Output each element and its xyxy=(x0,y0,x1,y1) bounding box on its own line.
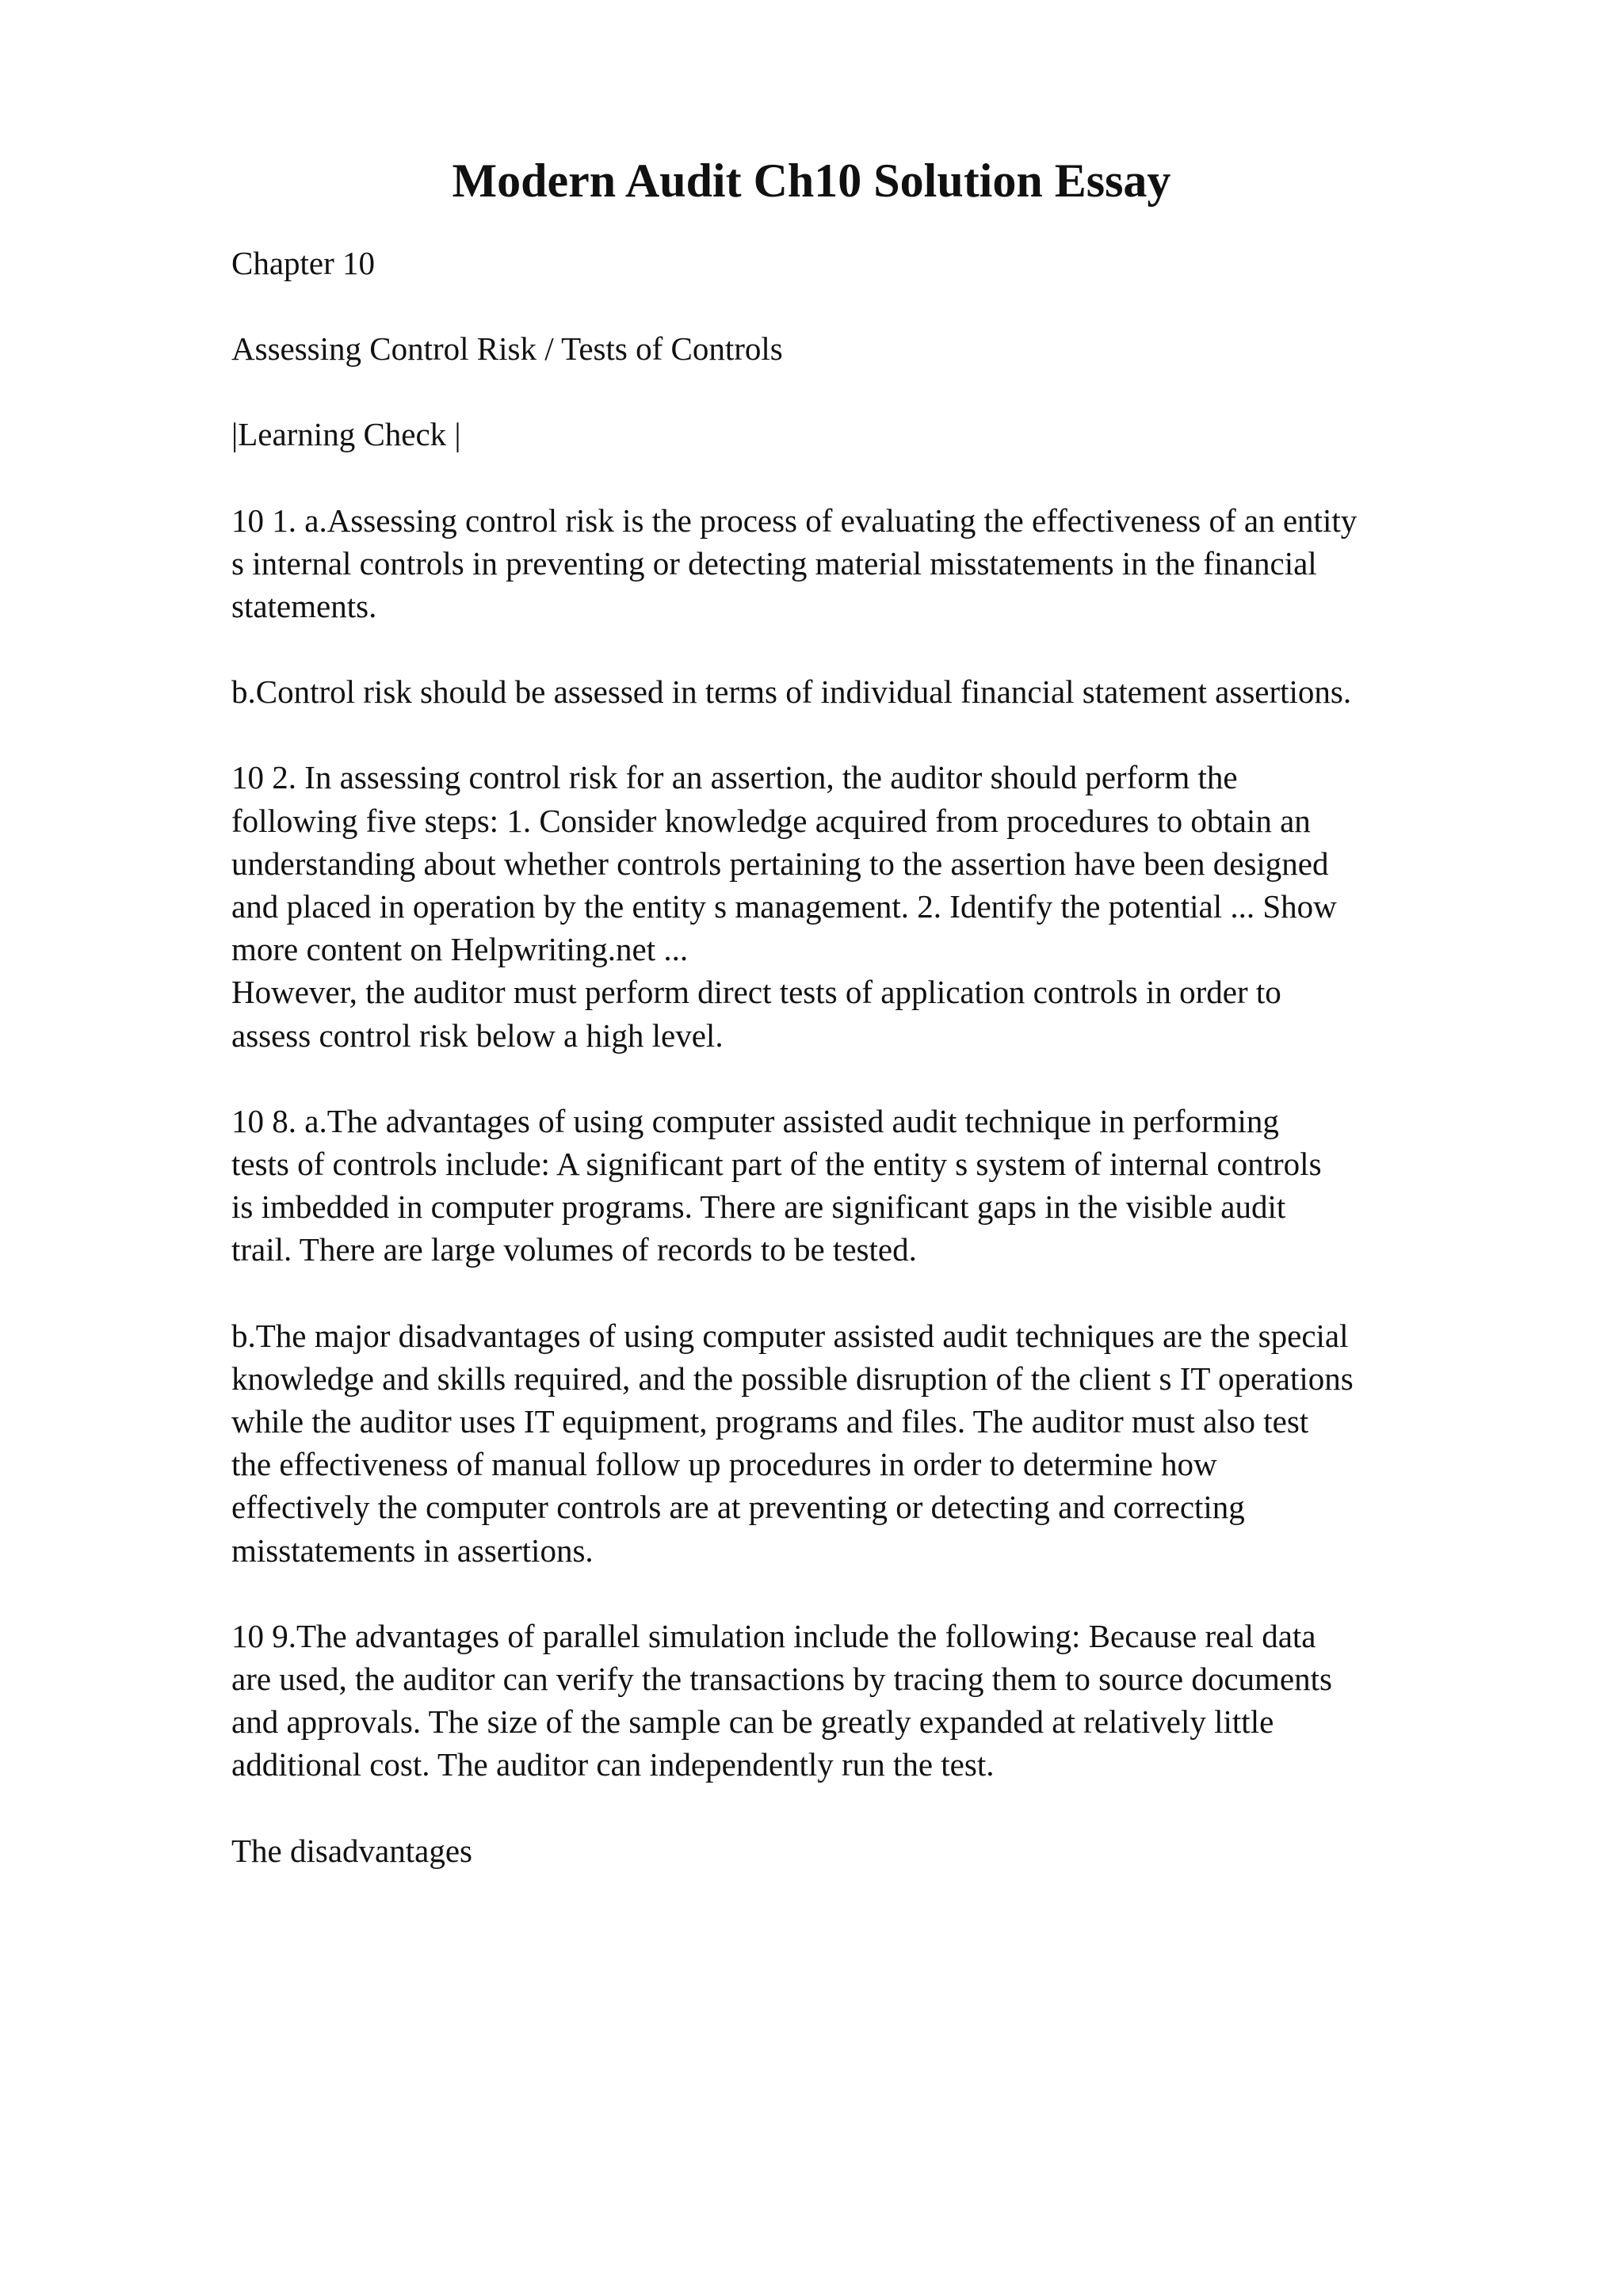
paragraph-however: However, the auditor must perform direct tests of application controls in order to assess control risk below a high level. xyxy=(231,974,1281,1054)
chapter-subtitle: Assessing Control Risk / Tests of Controls xyxy=(231,330,783,368)
document-body xyxy=(231,242,1515,1915)
paragraph-10-2: 10 2. In assessing control risk for an assertion, the auditor should perform the following five steps: 1. Consider knowledge acquired from procedures to obtain an understanding about whether controls pertaining to the assertion have been designed and placed in operation by the entity s management. 2. Identify the potential ... Show more content on Helpwriting.net ... xyxy=(231,759,1337,968)
paragraph-disadvantages: The disadvantages xyxy=(231,1832,472,1869)
paragraph-10-9: 10 9.The advantages of parallel simulation include the following: Because real data are used, the auditor can verify the transactions by tracing them to source documents and approvals. The size of the sample can be greatly expanded at relatively little additional cost. The auditor can independently run the test. xyxy=(231,1617,1332,1783)
paragraph-10-1b: b.Control risk should be assessed in terms of individual financial statement assertions. xyxy=(231,673,1352,711)
learning-check-label: |Learning Check | xyxy=(231,416,461,453)
paragraph-10-8a: 10 8. a.The advantages of using computer assisted audit technique in performing tests of controls include: A significant part of the entity s system of internal controls is imbedded in computer programs. There are significant gaps in the visible audit trail. There are large volumes of records to be tested. xyxy=(231,1102,1322,1268)
page-title: Modern Audit Ch10 Solution Essay xyxy=(452,154,1171,207)
paragraph-10-8b: b.The major disadvantages of using computer assisted audit techniques are the special knowledge and skills required, and the possible disruption of the client s IT operations while the auditor uses IT equipment, programs and files. The auditor must also test the effectiveness of manual follow up procedures in order to determine how effectively the computer controls are at preventing or detecting and correcting misstatements in assertions. xyxy=(231,1317,1354,1569)
paragraph-10-1a: 10 1. a.Assessing control risk is the process of evaluating the effectiveness of an entity s internal controls in preventing or detecting material misstatements in the financial statements. xyxy=(231,502,1358,625)
chapter-heading: Chapter 10 xyxy=(231,245,376,281)
